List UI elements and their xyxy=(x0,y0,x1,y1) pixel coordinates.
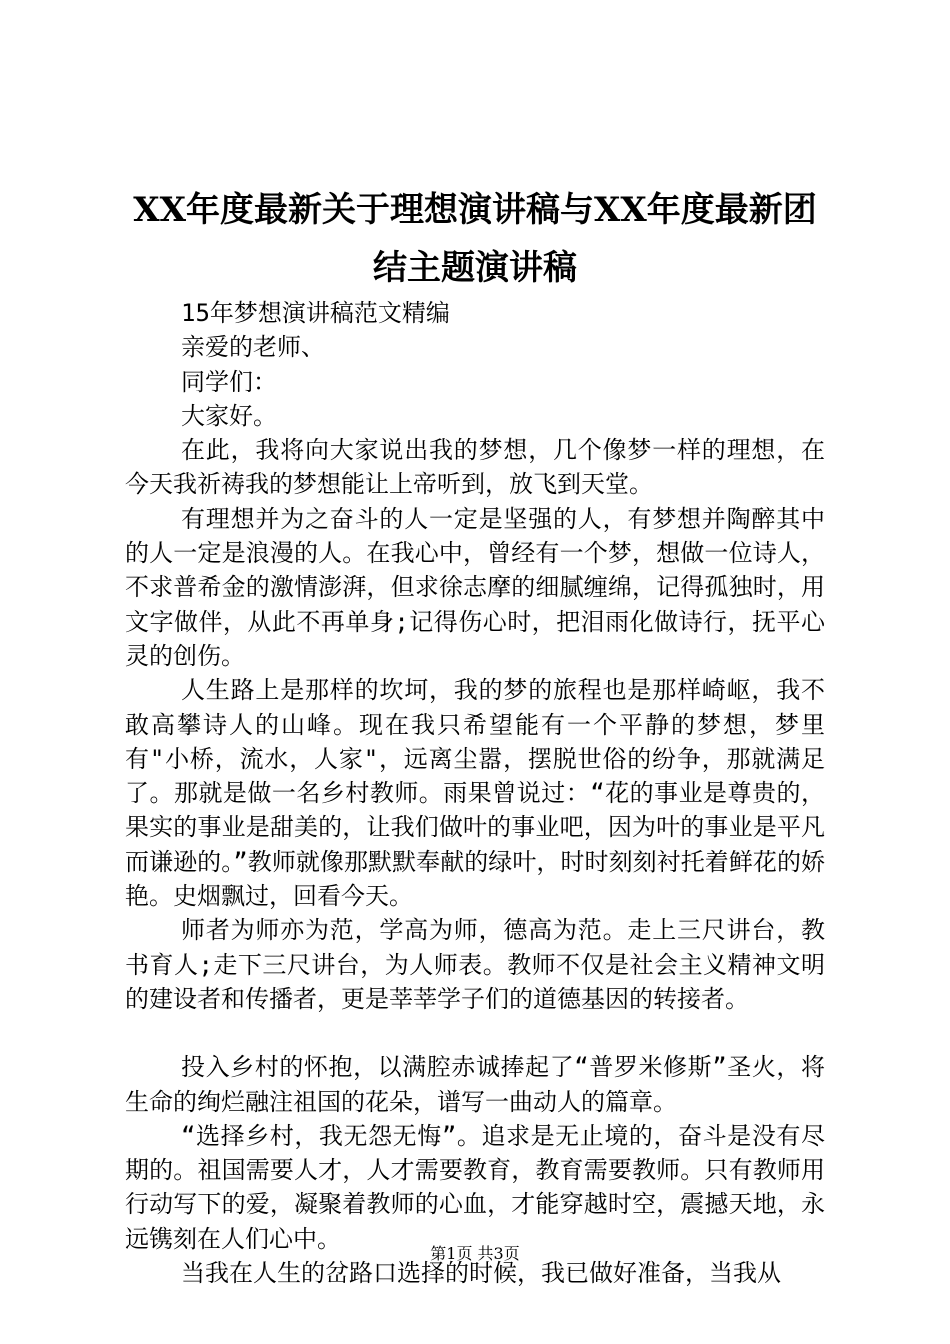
paragraph: 亲爱的老师、 xyxy=(181,333,325,362)
document-body xyxy=(125,296,825,1290)
paragraph: “选择乡村，我无怨无悔”。追求是无止境的，奋斗是没有尽期的。祖国需要人才，人才需要教育，教育需要教师。只有教师用行动写下的爱，凝聚着教师的心血，才能穿越时空，震撼天地，永远镌刻在人们心中。 xyxy=(125,1121,825,1253)
page-footer: 第1页 共3页 xyxy=(430,1244,520,1263)
paragraph: 大家好。 xyxy=(181,401,277,430)
paragraph: 投入乡村的怀抱，以满腔赤诚捧起了“普罗米修斯”圣火，将生命的绚烂融注祖国的花朵，谱写一曲动人的篇章。 xyxy=(125,1053,825,1116)
paragraph: 有理想并为之奋斗的人一定是坚强的人，有梦想并陶醉其中的人一定是浪漫的人。在我心中，曾经有一个梦，想做一位诗人，不求普希金的激情澎湃，但求徐志摩的细腻缠绵，记得孤独时，用文字做伴，从此不再单身;记得伤心时，把泪雨化做诗行，抚平心灵的创伤。 xyxy=(125,504,825,670)
paragraph: 同学们： xyxy=(181,367,277,396)
paragraph: 当我在人生的岔路口选择的时候，我已做好准备，当我从 xyxy=(181,1259,781,1288)
paragraph: 15年梦想演讲稿范文精编 xyxy=(181,299,450,327)
document-title-line-2: 结主题演讲稿 xyxy=(373,248,577,288)
paragraph: 在此，我将向大家说出我的梦想，几个像梦一样的理想，在今天我祈祷我的梦想能让上帝听到，放飞到天堂。 xyxy=(125,436,825,499)
document-title-line-1: XX年度最新关于理想演讲稿与XX年度最新团 xyxy=(133,190,817,230)
paragraph: 人生路上是那样的坎坷，我的梦的旅程也是那样崎岖，我不敢高攀诗人的山峰。现在我只希望能有一个平静的梦想，梦里有"小桥，流水，人家"，远离尘嚣，摆脱世俗的纷争，那就满足了。那就是做一名乡村教师。雨果曾说过：“花的事业是尊贵的，果实的事业是甜美的，让我们做叶的事业吧，因为叶的事业是平凡而谦逊的。”教师就像那默默奉献的绿叶，时时刻刻衬托着鲜花的娇艳。史烟飘过，回看今天。 xyxy=(125,676,825,911)
paragraph: 师者为师亦为范，学高为师，德高为范。走上三尺讲台，教书育人;走下三尺讲台，为人师表。教师不仅是社会主义精神文明的建设者和传播者，更是莘莘学子们的道德基因的转接者。 xyxy=(125,916,825,1013)
